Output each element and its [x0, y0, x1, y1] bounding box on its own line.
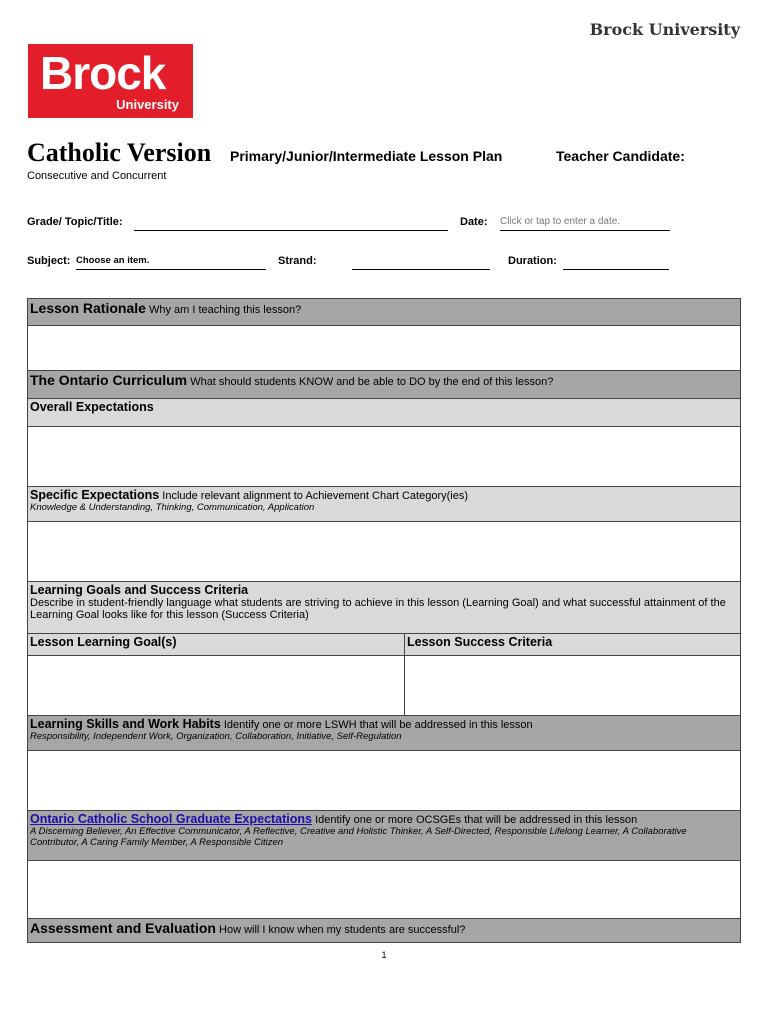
duration-label: Duration:	[508, 255, 557, 267]
program-subtitle: Consecutive and Concurrent	[27, 170, 167, 182]
strand-field[interactable]	[352, 255, 490, 270]
criteria-column-title: Lesson Success Criteria	[407, 635, 553, 649]
assessment-title: Assessment and Evaluation	[30, 920, 216, 936]
page-number: 1	[381, 950, 387, 960]
grade-label: Grade/ Topic/Title:	[27, 216, 123, 228]
brock-logo	[28, 44, 193, 118]
goals-title: Learning Goals and Success Criteria	[30, 583, 249, 597]
strand-label: Strand:	[278, 255, 317, 267]
specific-header	[28, 487, 741, 522]
rationale-input[interactable]	[28, 326, 741, 371]
curriculum-title: The Ontario Curriculum	[30, 372, 188, 388]
ocsge-input[interactable]	[28, 861, 741, 919]
goal-column-header	[28, 634, 405, 656]
rationale-desc: Why am I teaching this lesson?	[148, 304, 302, 316]
ocsge-header	[28, 811, 741, 861]
duration-field[interactable]	[563, 255, 669, 270]
curriculum-header	[28, 371, 741, 399]
rationale-header	[28, 299, 741, 326]
overall-input[interactable]	[28, 427, 741, 487]
specific-input[interactable]	[28, 522, 741, 582]
grade-field[interactable]	[134, 216, 448, 231]
rationale-title: Lesson Rationale	[30, 300, 146, 316]
plan-title: Primary/Junior/Intermediate Lesson Plan	[230, 148, 503, 164]
overall-title: Overall Expectations	[30, 400, 154, 414]
date-placeholder: Click or tap to enter a date.	[500, 216, 621, 227]
lswh-desc: Identify one or more LSWH that will be addressed in this lesson	[223, 719, 533, 731]
lswh-note: Responsibility, Independent Work, Organization, Collaboration, Initiative, Self-Regulation	[30, 731, 402, 742]
ocsge-note: A Discerning Believer, An Effective Communicator, A Reflective, Creative and Holistic Thinker, A Self-Directed, Responsible Lifelong Learner, A Collaborative Contributor, A Caring Family Member, A Responsible Citizen	[30, 826, 687, 848]
overall-header	[28, 399, 741, 427]
success-criteria-input[interactable]	[405, 656, 741, 716]
version-title: Catholic Version	[27, 138, 212, 167]
criteria-column-header	[405, 634, 741, 656]
goals-header	[28, 582, 741, 634]
specific-title: Specific Expectations	[30, 488, 160, 502]
logo-main-text: Brock	[40, 47, 166, 99]
teacher-candidate-label: Teacher Candidate:	[556, 148, 685, 164]
ocsge-link[interactable]: Ontario Catholic School Graduate Expectations	[30, 812, 312, 826]
specific-desc: Include relevant alignment to Achievement Chart Category(ies)	[162, 490, 468, 502]
lswh-input[interactable]	[28, 751, 741, 811]
subject-dropdown[interactable]: Choose an item.	[76, 255, 266, 270]
date-label: Date:	[460, 216, 488, 228]
specific-note: Knowledge & Understanding, Thinking, Communication, Application	[30, 502, 315, 513]
learning-goal-input[interactable]	[28, 656, 405, 716]
lswh-header	[28, 716, 741, 751]
date-field[interactable]	[500, 216, 670, 231]
university-name: Brock University	[589, 20, 740, 39]
assessment-header	[28, 919, 741, 943]
subject-label: Subject:	[27, 255, 71, 267]
curriculum-desc: What should students KNOW and be able to DO by the end of this lesson?	[190, 376, 554, 388]
assessment-desc: How will I know when my students are successful?	[219, 924, 466, 936]
lesson-plan-table	[27, 298, 741, 943]
ocsge-desc: Identify one or more OCSGEs that will be addressed in this lesson	[315, 814, 638, 826]
logo-sub-text: University	[116, 97, 179, 112]
lswh-title: Learning Skills and Work Habits	[30, 717, 221, 731]
goals-desc: Describe in student-friendly language what students are striving to achieve in this lesson (Learning Goal) and what successful attainment of the Learning Goal looks like for this lesson (Success Criteria)	[30, 597, 726, 621]
goal-column-title: Lesson Learning Goal(s)	[30, 635, 177, 649]
